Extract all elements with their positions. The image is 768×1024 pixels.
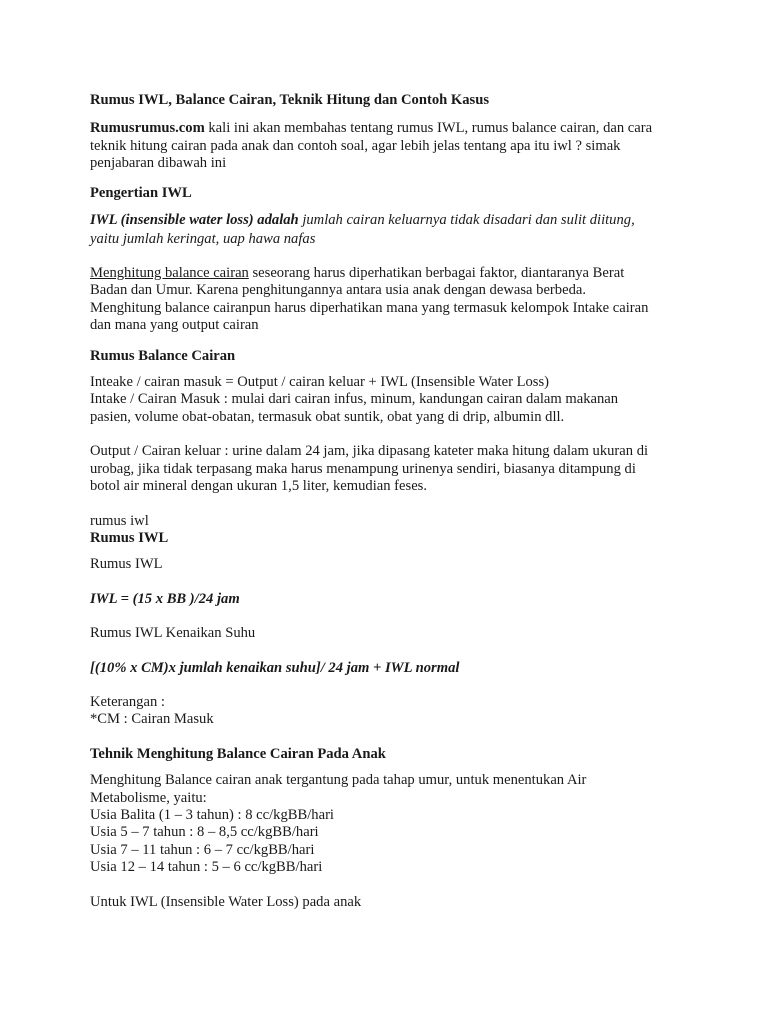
definition-paragraph: IWL (insensible water loss) adalah jumlah cairan keluarnya tidak disadari dan sulit diitung, yaitu jumlah keringat, uap hawa nafas — [90, 212, 635, 247]
document-page — [90, 92, 690, 911]
document-title: Rumus IWL, Balance Cairan, Teknik Hitung dan Contoh Kasus — [90, 92, 490, 108]
keterangan-paragraph: Keterangan : *CM : Cairan Masuk — [90, 693, 214, 728]
intake-paragraph: Inteake / cairan masuk = Output / cairan keluar + IWL (Insensible Water Loss) Intake / Cairan Masuk : mulai dari cairan infus, minum, kandungan cairan dalam makanan pasien, volume obat-obatan, termasuk obat suntik, obat yang di drip, albumin dll. — [90, 374, 619, 425]
brand-name: Rumusrumus.com — [90, 120, 205, 137]
heading-rumus-iwl: Rumus IWL — [90, 529, 169, 546]
heading-teknik: Tehnik Menghitung Balance Cairan Pada Anak — [90, 745, 386, 762]
heading-pengertian: Pengertian IWL — [90, 184, 192, 201]
rumus-iwl-label: Rumus IWL — [90, 556, 163, 573]
output-paragraph: Output / Cairan keluar : urine dalam 24 jam, jika dipasang kateter maka hitung dalam ukuran di urobag, jika tidak terpasang maka harus menampung urinenya sendiri, biasanya ditampung di botol air mineral dengan ukuran 1,5 liter, kemudian feses. — [90, 443, 649, 495]
balance-link[interactable]: Menghitung balance cairan — [90, 265, 249, 282]
image-caption: rumus iwl — [90, 512, 149, 529]
teknik-paragraph: Menghitung Balance cairan anak tergantung pada tahap umur, untuk menentukan Air Metabolisme, yaitu: Usia Balita (1 – 3 tahun) : 8 cc/kgBB/hari Usia 5 – 7 tahun : 8 – 8,5 cc/kgBB/hari Usia 7 – 11 tahun : 6 – 7 cc/kgBB/hari Usia 12 – 14 tahun : 5 – 6 cc/kgBB/hari — [90, 772, 690, 876]
age-item: Usia 5 – 7 tahun : 8 – 8,5 cc/kgBB/hari — [90, 824, 319, 841]
definition-term: IWL (insensible water loss) adalah — [90, 212, 299, 229]
formula-iwl-suhu: [(10% x CM)x jumlah kenaikan suhu]/ 24 jam + IWL normal — [90, 659, 460, 676]
heading-rumus-balance: Rumus Balance Cairan — [90, 347, 236, 364]
rumus-iwl-suhu-label: Rumus IWL Kenaikan Suhu — [90, 625, 256, 642]
age-item: Usia Balita (1 – 3 tahun) : 8 cc/kgBB/hari — [90, 806, 334, 823]
age-item: Usia 7 – 11 tahun : 6 – 7 cc/kgBB/hari — [90, 841, 315, 858]
intro-paragraph: Rumusrumus.com kali ini akan membahas tentang rumus IWL, rumus balance cairan, dan cara teknik hitung cairan pada anak dan contoh soal, agar lebih jelas tentang apa itu iwl ? simak penjabaran dibawah ini — [90, 120, 653, 172]
closing-line: Untuk IWL (Insensible Water Loss) pada anak — [90, 893, 362, 910]
formula-iwl: IWL = (15 x BB )/24 jam — [90, 590, 240, 607]
balance-paragraph: Menghitung balance cairan seseorang harus diperhatikan berbagai faktor, diantaranya Berat Badan dan Umur. Karena penghitungannya antara usia anak dengan dewasa berbeda. Menghitung balance cairanpun harus diperhatikan mana yang termasuk kelompok Intake cairan dan mana yang output cairan — [90, 265, 649, 334]
age-item: Usia 12 – 14 tahun : 5 – 6 cc/kgBB/hari — [90, 859, 323, 876]
